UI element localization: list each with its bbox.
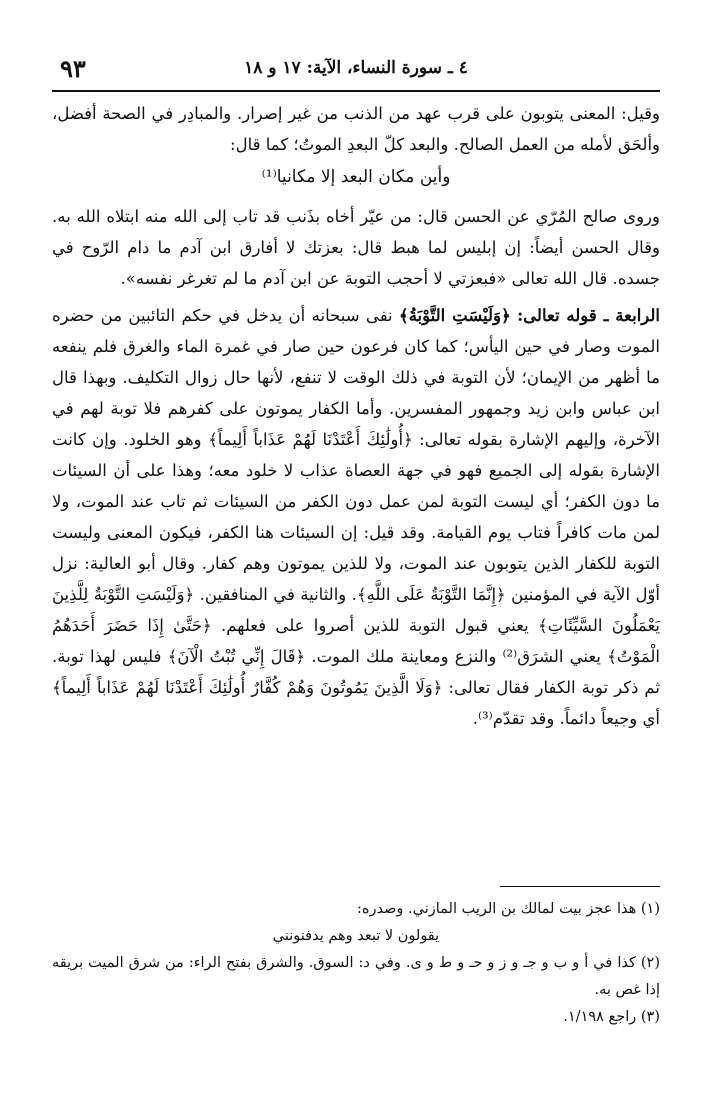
main-text: [52, 98, 660, 734]
page-header: [52, 50, 660, 92]
footnote-1-verse: يقولون لا تبعد وهم يدفنونني: [272, 928, 440, 944]
poem-line: وأين مكان البعد إلا مكانيا⁽¹⁾: [261, 167, 451, 187]
footnote-1: (١) هذا عجز بيت لمالك بن الريب المازني. وصدره:: [357, 901, 660, 917]
paragraph-3-text: نفى سبحانه أن يدخل في حكم التائبين من حضره الموت وصار في حين اليأس؛ كما كان فرعون حين صار في غمرة الماء والغرق فلم ينفعه ما أظهر من الإيمان؛ لأن التوبة في ذلك الوقت لا تنفع، لأنها حال زوال التكليف. وبهذا قال ابن عباس وابن زيد وجمهور المفسرين. وأما الكفار يموتون على كفرهم فلا توبة لهم في الآخرة، وإليهم الإشارة بقوله تعالى: ﴿أُولَٰئِكَ أَعْتَدْنَا لَهُمْ عَذَاباً أَلِيماً﴾ وهو الخلود. وإن كانت الإشارة بقوله إلى الجميع فهو في جهة العصاة عذاب لا خلود معه؛ وهذا على أن السيئات ما دون الكفر؛ أي ليست التوبة لمن عمل دون الكفر من السيئات ثم تاب عند الموت، ولا لمن مات كافراً فتاب يوم القيامة. وقد قيل: إن السيئات هنا الكفر، فيكون المعنى وليست التوبة للكفار الذين يتوبون عند الموت، ولا للذين يموتون وهم كفار. وقال أبو العالية: نزل أوّل الآية في المؤمنين ﴿إِنَّمَا التَّوْبَةُ عَلَى اللَّهِ﴾. والثانية في المنافقين. ﴿وَلَيْسَتِ التَّوْبَةُ لِلَّذِينَ يَعْمَلُونَ السَّيِّئَاتِ﴾ يعني قبول التوبة للذين أصروا على فعلهم. ﴿حَتَّىٰ إِذَا حَضَرَ أَحَدَهُمُ الْمَوْتُ﴾ يعني الشرَق⁽²⁾ والنزع ومعاينة ملك الموت. ﴿قَالَ إِنِّي تُبْتُ الْآنَ﴾ فليس لهذا توبة. ثم ذكر توبة الكفار فقال تعالى: ﴿وَلَا الَّذِينَ يَمُوتُونَ وَهُمْ كُفَّارٌ أُولَٰئِكَ أَعْتَدْنَا لَهُمْ عَذَاباً أَلِيماً﴾ أي وجيعاً دائماً. وقد تقدّم⁽³⁾.: [52, 306, 660, 728]
footnote-rule: [500, 886, 660, 887]
header-rule: [52, 90, 660, 92]
paragraph-2: وروى صالح المُرّي عن الحسن قال: من عيّر أخاه بذَنب قد تاب إلى الله منه ابتلاه الله به. وقال الحسن أيضاً: إن إبليس لما هبط قال: بعزتك لا أفارق ابن آدم ما دام الرّوح في جسده. قال الله تعالى «فبعزتي لا أحجب التوبة عن ابن آدم ما لم تغرغر نفسه».: [52, 207, 660, 288]
footnotes: [52, 896, 660, 1031]
running-title: ٤ ـ سورة النساء، الآية: ١٧ و ١٨: [244, 58, 468, 78]
quran-quote: ﴿وَلَيْسَتِ التَّوْبَةُ﴾: [399, 306, 511, 325]
page-number: ٩٣: [60, 54, 86, 83]
paragraph-1: وقيل: المعنى يتوبون على قرب عهد من الذنب من غير إصرار. والمبادِر في الصحة أفضل، وألحَق لأمله من العمل الصالح. والبعد كلّ البعدِ الموتُ؛ كما قال:: [52, 104, 660, 154]
footnote-2: (٢) كذا في أ و ب و جـ و ز و حـ و ط و ى. وفي د: السوق. والشرق بفتح الراء: من شرق الميت بريقه إذا غص به.: [52, 955, 660, 998]
footnote-3: (٣) راجع ١/١٩٨.: [563, 1009, 660, 1025]
paragraph-3: [52, 300, 660, 734]
section-lead: الرابعة ـ قوله تعالى:: [517, 306, 661, 325]
